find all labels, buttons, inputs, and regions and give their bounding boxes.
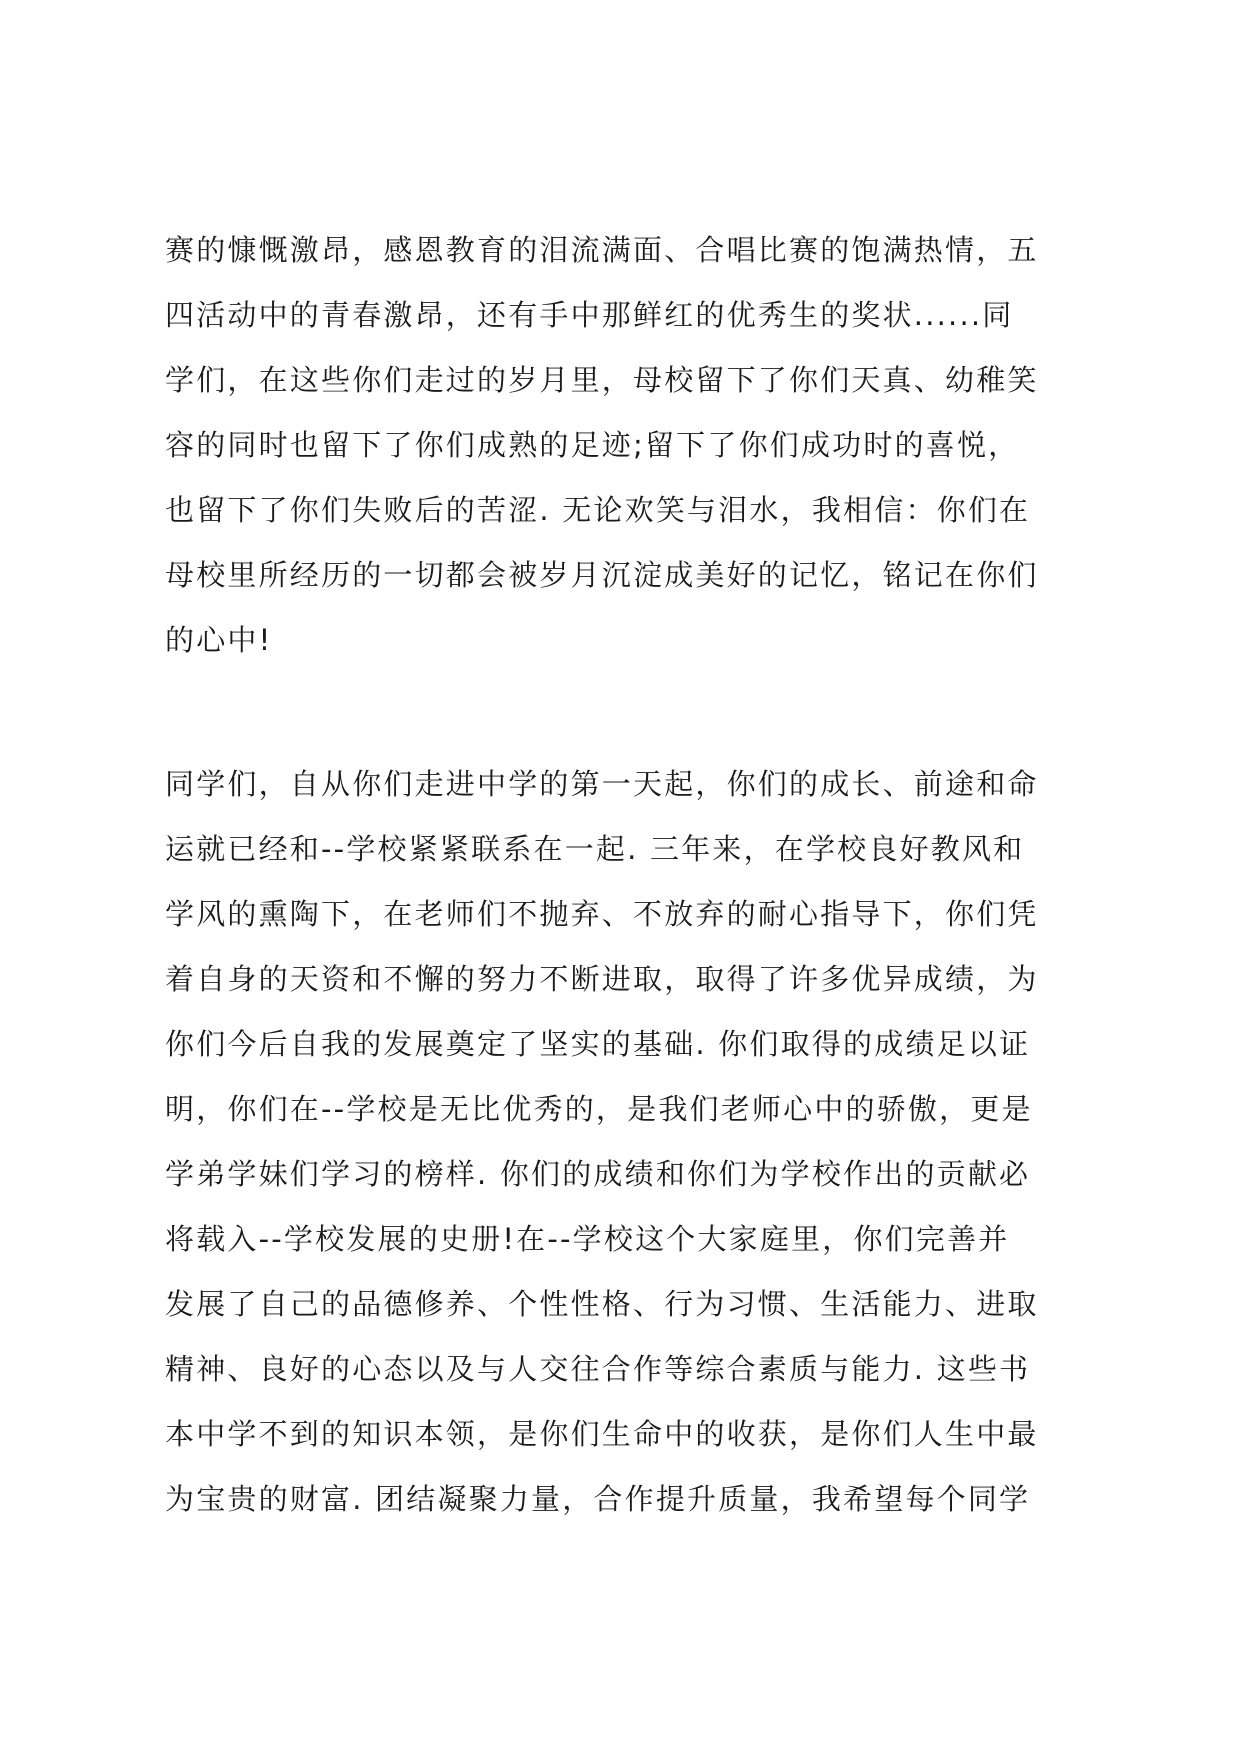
text-line: 四活动中的青春激昂，还有手中那鲜红的优秀生的奖状......同 <box>165 298 1014 332</box>
paragraph-2 <box>165 752 1095 1532</box>
text-line: 同学们，自从你们走进中学的第一天起，你们的成长、前途和命 <box>165 767 1039 801</box>
text-line: 母校里所经历的一切都会被岁月沉淀成美好的记忆，铭记在你们 <box>165 558 1039 592</box>
text-line: 精神、良好的心态以及与人交往合作等综合素质与能力. 这些书 <box>165 1352 1031 1386</box>
text-line: 学弟学妹们学习的榜样. 你们的成绩和你们为学校作出的贡献必 <box>165 1157 1031 1191</box>
text-line: 发展了自己的品德修养、个性性格、行为习惯、生活能力、进取 <box>165 1287 1039 1321</box>
text-line: 你们今后自我的发展奠定了坚实的基础. 你们取得的成绩足以证 <box>165 1027 1031 1061</box>
text-line: 也留下了你们失败后的苦涩. 无论欢笑与泪水，我相信：你们在 <box>165 493 1031 527</box>
text-line: 容的同时也留下了你们成熟的足迹;留下了你们成功时的喜悦， <box>165 428 1020 462</box>
text-line: 为宝贵的财富. 团结凝聚力量，合作提升质量，我希望每个同学 <box>165 1482 1031 1516</box>
text-line: 明，你们在--学校是无比优秀的，是我们老师心中的骄傲，更是 <box>165 1092 1033 1126</box>
text-line: 着自身的天资和不懈的努力不断进取，取得了许多优异成绩，为 <box>165 962 1039 996</box>
paragraph-1 <box>165 218 1095 673</box>
text-line: 学们，在这些你们走过的岁月里，母校留下了你们天真、幼稚笑 <box>165 363 1039 397</box>
text-line: 学风的熏陶下，在老师们不抛弃、不放弃的耐心指导下，你们凭 <box>165 897 1039 931</box>
text-line: 本中学不到的知识本领，是你们生命中的收获，是你们人生中最 <box>165 1417 1039 1451</box>
text-line: 赛的慷慨激昂，感恩教育的泪流满面、合唱比赛的饱满热情，五 <box>165 233 1039 267</box>
text-line: 运就已经和--学校紧紧联系在一起. 三年来，在学校良好教风和 <box>165 832 1025 866</box>
text-line: 的心中! <box>165 623 273 657</box>
text-line: 将载入--学校发展的史册!在--学校这个大家庭里，你们完善并 <box>165 1222 1010 1256</box>
